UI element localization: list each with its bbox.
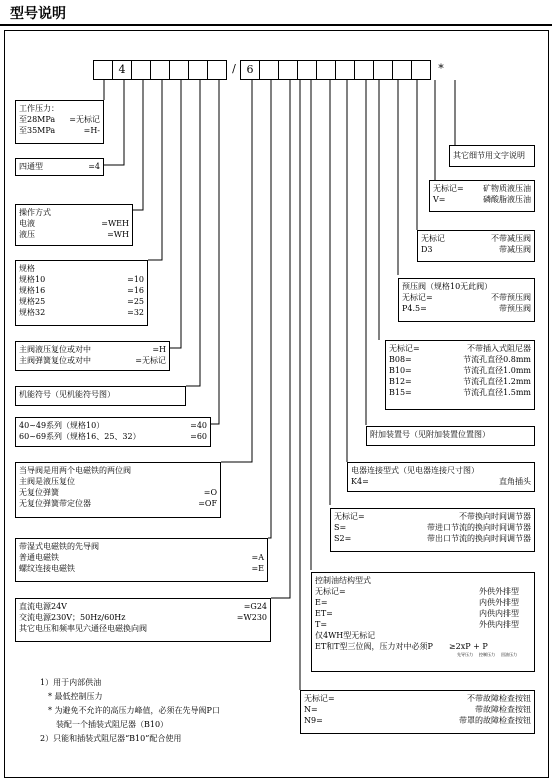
voltage-footer: 其它电压和频率见六通径电磁换向阀 — [19, 624, 147, 633]
addon-text: 附加装置号（见附加装置位置图） — [370, 430, 490, 439]
row-label: P4.5= — [402, 304, 427, 313]
row-label: 无标记= — [334, 512, 365, 521]
row-label: E= — [315, 598, 328, 607]
row-value: 带故障检查按钮 — [475, 705, 531, 714]
size-box — [15, 260, 148, 326]
row-value: =无标记 — [69, 115, 100, 124]
row-value: 带进口节流的换向时间调节器 — [427, 523, 531, 532]
row-value: 外供外排型 — [479, 587, 519, 596]
pressure-heading: 工作压力： — [19, 104, 59, 113]
row-value: 带出口节流的换向时间调节器 — [427, 534, 531, 543]
row-label: K4= — [351, 477, 369, 486]
connector-box — [347, 462, 535, 492]
control-oil-condition: ET和T型三位阀，压力对中必须P — [315, 642, 433, 651]
row-label: 电液 — [19, 219, 35, 228]
row-label: 无标记= — [304, 694, 335, 703]
row-value: =10 — [127, 275, 144, 284]
footnote: * 为避免不允许的高压力峰值，必须在先导阀P口 — [48, 706, 220, 715]
row-label: 主阀弹簧复位或对中 — [19, 356, 91, 365]
preload-box — [398, 278, 535, 322]
row-label: B15= — [389, 388, 412, 397]
timer-box — [330, 508, 535, 552]
row-label: 无标记= — [402, 293, 433, 302]
row-value: =32 — [127, 308, 144, 317]
row-value: 磷酸脂液压油 — [483, 195, 531, 204]
row-label: 四通型 — [19, 162, 43, 171]
row-value: =无标记 — [135, 356, 166, 365]
footnote: 装配一个插装式阻尼器（B10） — [56, 720, 169, 729]
row-label: 无标记 — [421, 234, 445, 243]
other-details-box — [449, 145, 535, 167]
row-label: 螺纹连接电磁铁 — [19, 564, 75, 573]
row-label: 无复位弹簧 — [19, 488, 59, 497]
pilot-box — [15, 462, 221, 518]
row-value: =4 — [88, 162, 100, 171]
row-value: =WEH — [101, 219, 129, 228]
addon-box — [366, 426, 535, 446]
fluid-box — [429, 180, 535, 212]
row-value: 节流孔直径0.8mm — [463, 355, 531, 364]
row-value: =A — [251, 553, 264, 562]
row-value: =O — [203, 488, 217, 497]
row-value: 直角插头 — [499, 477, 531, 486]
voltage-box — [15, 598, 271, 642]
row-label: 60~69系列（规格16、25、32） — [19, 432, 141, 441]
wet-heading: 带湿式电磁铁的先导阀 — [19, 542, 99, 551]
row-value: 节流孔直径1.0mm — [463, 366, 531, 375]
row-label: S2= — [334, 534, 352, 543]
row-label: 主阀液压复位或对中 — [19, 345, 91, 354]
row-value: 不带故障检查按钮 — [467, 694, 531, 703]
row-value: 带罩的故障检查按钮 — [459, 716, 531, 725]
row-value: 内供外排型 — [479, 598, 519, 607]
row-label: 无复位弹簧带定位器 — [19, 499, 91, 508]
fourway-box — [15, 158, 104, 176]
code-star: * — [438, 62, 444, 75]
damper-box — [385, 340, 535, 410]
row-value: 不带预压阀 — [491, 293, 531, 302]
control-oil-note: 仅4WH型无标记 — [315, 631, 376, 640]
subscript-label: 控制压力 — [479, 652, 495, 657]
row-value: 不带换向时间调节器 — [459, 512, 531, 521]
row-label: 液压 — [19, 230, 35, 239]
row-label: 规格16 — [19, 286, 46, 295]
row-value: 内供内排型 — [479, 609, 519, 618]
row-value: 矿物质液压油 — [483, 184, 531, 193]
row-label: N= — [304, 705, 318, 714]
row-value: =H- — [83, 126, 100, 135]
row-value: 不带减压阀 — [491, 234, 531, 243]
row-label: 规格25 — [19, 297, 46, 306]
row-label: D3 — [421, 245, 433, 254]
row-value: 不带插入式阻尼器 — [467, 344, 531, 353]
size-heading: 规格 — [19, 264, 35, 273]
other-details-text: 其它细节用文字说明 — [453, 151, 525, 160]
code-separator: / — [232, 62, 236, 75]
row-label: ET= — [315, 609, 333, 618]
symbol-box — [15, 386, 186, 406]
row-value: =60 — [190, 432, 207, 441]
row-value: =W230 — [236, 613, 267, 622]
row-label: 至35MPa — [19, 126, 56, 135]
operation-heading: 操作方式 — [19, 208, 51, 217]
row-label: 规格32 — [19, 308, 46, 317]
row-value: =OF — [198, 499, 217, 508]
row-value: =40 — [190, 421, 207, 430]
reset-box — [15, 341, 170, 371]
row-value: 带预压阀 — [499, 304, 531, 313]
row-value: 带减压阀 — [499, 245, 531, 254]
row-value: =G24 — [243, 602, 267, 611]
control-oil-heading: 控制油结构型式 — [315, 576, 371, 585]
subscript-label: 回油压力 — [501, 652, 517, 657]
footnote: 2）只能和插装式阻尼器“B10”配合使用 — [40, 734, 182, 743]
code-cell: 4 — [112, 60, 132, 80]
wet-solenoid-box — [15, 538, 268, 582]
row-label: N9= — [304, 716, 323, 725]
connector-heading: 电器连接型式（见电器连接尺寸图） — [351, 466, 479, 475]
row-label: 无标记= — [315, 587, 346, 596]
preload-heading: 预压阀（规格10无此阀） — [402, 282, 493, 291]
row-label: B10= — [389, 366, 412, 375]
footnote: 1）用于内部供油 — [40, 678, 102, 687]
row-value: =25 — [127, 297, 144, 306]
operation-box — [15, 204, 133, 246]
pilot-heading: 当导阀是用两个电磁铁的两位阀 — [19, 466, 131, 475]
reducer-box — [417, 230, 535, 262]
footnotes — [40, 676, 220, 746]
row-label: 机能符号（见机能符号图） — [19, 390, 115, 399]
formula-subscripts — [315, 652, 517, 657]
row-label: V= — [433, 195, 446, 204]
row-value: 外供内排型 — [479, 620, 519, 629]
row-label: 至28MPa — [19, 115, 56, 124]
fault-check-box — [300, 690, 535, 734]
row-label: 无标记= — [433, 184, 464, 193]
row-value: =H — [152, 345, 166, 354]
row-label: 规格10 — [19, 275, 46, 284]
row-label: 普通电磁铁 — [19, 553, 59, 562]
pressure-formula: ≥2xP + P — [448, 642, 488, 651]
pilot-subheading: 主阀是液压复位 — [19, 477, 75, 486]
subscript-label: 先导压力 — [457, 652, 473, 657]
code-cell: 6 — [240, 60, 260, 80]
row-label: 交流电源230V；50Hz/60Hz — [19, 613, 126, 622]
row-value: =16 — [127, 286, 144, 295]
row-label: B08= — [389, 355, 412, 364]
control-oil-box — [311, 572, 535, 672]
row-value: 节流孔直径1.2mm — [463, 377, 531, 386]
series-box — [15, 417, 211, 447]
row-value: =WH — [107, 230, 129, 239]
row-label: 40~49系列（规格10） — [19, 421, 105, 430]
row-value: 节流孔直径1.5mm — [463, 388, 531, 397]
row-label: S= — [334, 523, 347, 532]
footnote: * 最低控制压力 — [48, 692, 103, 701]
pressure-box — [15, 100, 104, 144]
row-label: 直流电源24V — [19, 602, 67, 611]
row-label: T= — [315, 620, 328, 629]
page-title: 型号说明 — [10, 6, 66, 22]
row-label: B12= — [389, 377, 412, 386]
row-label: 无标记= — [389, 344, 420, 353]
row-value: =E — [251, 564, 264, 573]
